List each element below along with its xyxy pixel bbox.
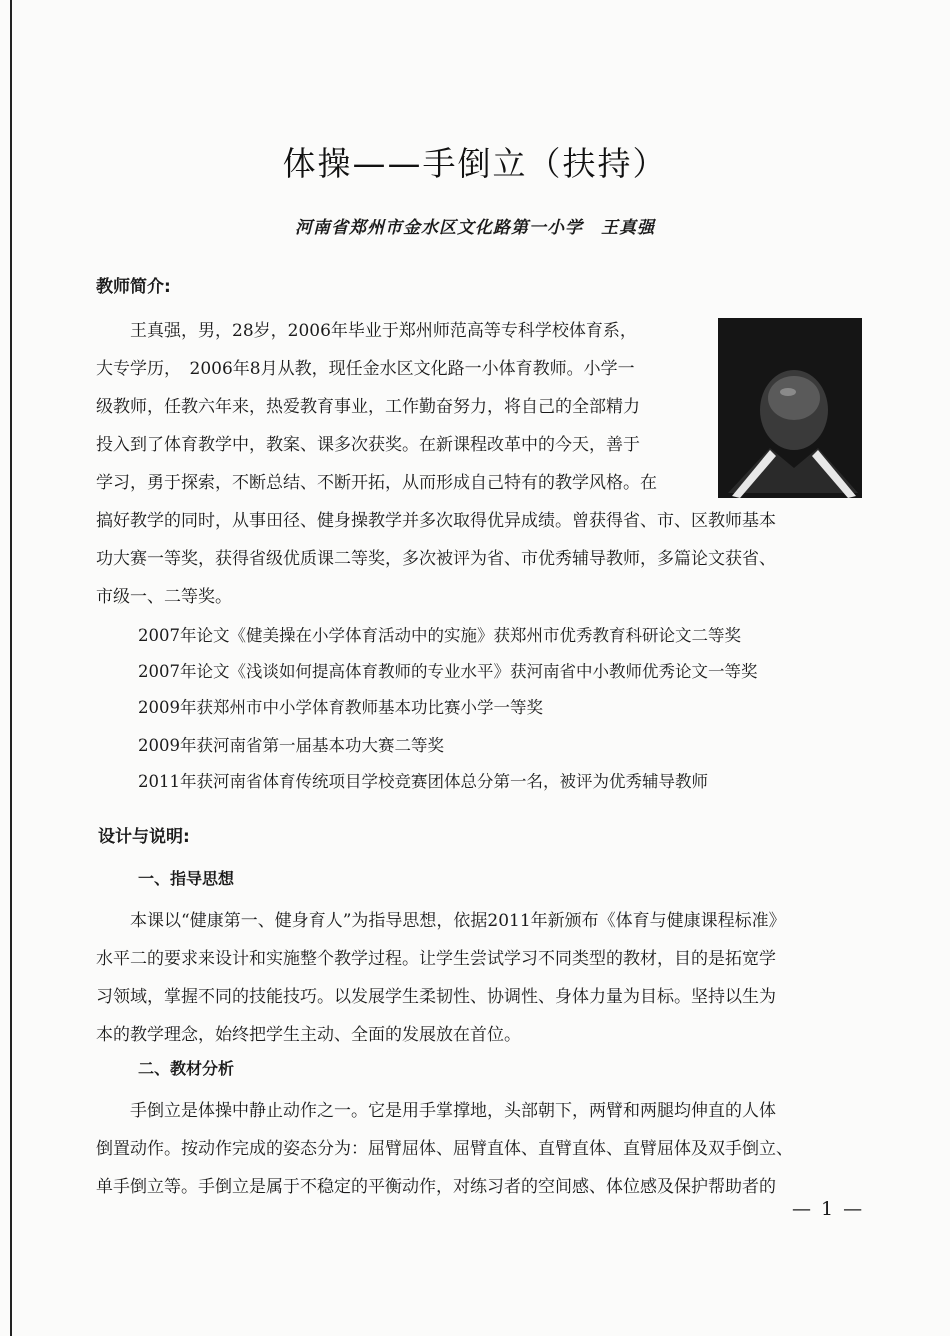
award-item: 2009年获郑州市中小学体育教师基本功比赛小学一等奖 [138,698,543,717]
section-heading-material-analysis: 二、教材分析 [138,1059,235,1078]
bio-line: 王真强，男，28岁，2006年毕业于郑州师范高等专科学校体育系， [96,321,637,341]
document-title: 体操——手倒立（扶持） [282,144,668,183]
paragraph-line: 习领域，掌握不同的技能技巧。以发展学生柔韧性、协调性、身体力量为目标。坚持以生为 [96,987,776,1007]
award-item: 2007年论文《浅谈如何提高体育教师的专业水平》获河南省中小教师优秀论文一等奖 [138,662,758,681]
bio-line: 市级一、二等奖。 [96,587,232,607]
scan-edge-line [10,0,12,1336]
author-line: 河南省郑州市金水区文化路第一小学 王真强 [295,218,655,238]
guiding-ideology-paragraph [96,902,786,1054]
paragraph-line: 倒置动作。按动作完成的姿态分为：屈臂屈体、屈臂直体、直臂直体、直臂屈体及双手倒立、 [96,1139,793,1159]
paragraph-line: 单手倒立等。手倒立是属于不稳定的平衡动作，对练习者的空间感、体位感及保护帮助者的 [96,1177,776,1197]
bio-heading: 教师简介: [96,277,171,297]
award-item: 2011年获河南省体育传统项目学校竞赛团体总分第一名，被评为优秀辅导教师 [138,772,708,791]
bio-line: 投入到了体育教学中，教案、课多次获奖。在新课程改革中的今天，善于 [96,435,640,455]
section-heading-guiding-ideology: 一、指导思想 [138,869,235,888]
award-item: 2007年论文《健美操在小学体育活动中的实施》获郑州市优秀教育科研论文二等奖 [138,626,741,645]
design-heading: 设计与说明: [98,827,190,847]
paragraph-line: 本的教学理念，始终把学生主动、全面的发展放在首位。 [96,1025,521,1045]
bio-paragraph [96,312,776,616]
paragraph-line: 本课以“健康第一、健身育人”为指导思想，依据2011年新颁布《体育与健康课程标准》 [96,911,786,931]
teacher-photo [718,318,862,498]
page-number: — 1 — [792,1198,865,1220]
bio-line: 学习，勇于探索，不断总结、不断开拓，从而形成自己特有的教学风格。在 [96,473,657,493]
award-item: 2009年获河南省第一届基本功大赛二等奖 [138,736,444,755]
bio-line: 大专学历， 2006年8月从教，现任金水区文化路一小体育教师。小学一 [96,359,635,379]
paragraph-line: 手倒立是体操中静止动作之一。它是用手掌撑地，头部朝下，两臂和两腿均伸直的人体 [96,1101,776,1121]
paragraph-line: 水平二的要求来设计和实施整个教学过程。让学生尝试学习不同类型的教材，目的是拓宽学 [96,949,776,969]
bio-line: 功大赛一等奖，获得省级优质课二等奖，多次被评为省、市优秀辅导教师，多篇论文获省、 [96,549,776,569]
bio-line: 级教师，任教六年来，热爱教育事业，工作勤奋努力，将自己的全部精力 [96,397,640,417]
bio-line: 搞好教学的同时，从事田径、健身操教学并多次取得优异成绩。曾获得省、市、区教师基本 [96,511,776,531]
material-analysis-paragraph [96,1092,793,1206]
